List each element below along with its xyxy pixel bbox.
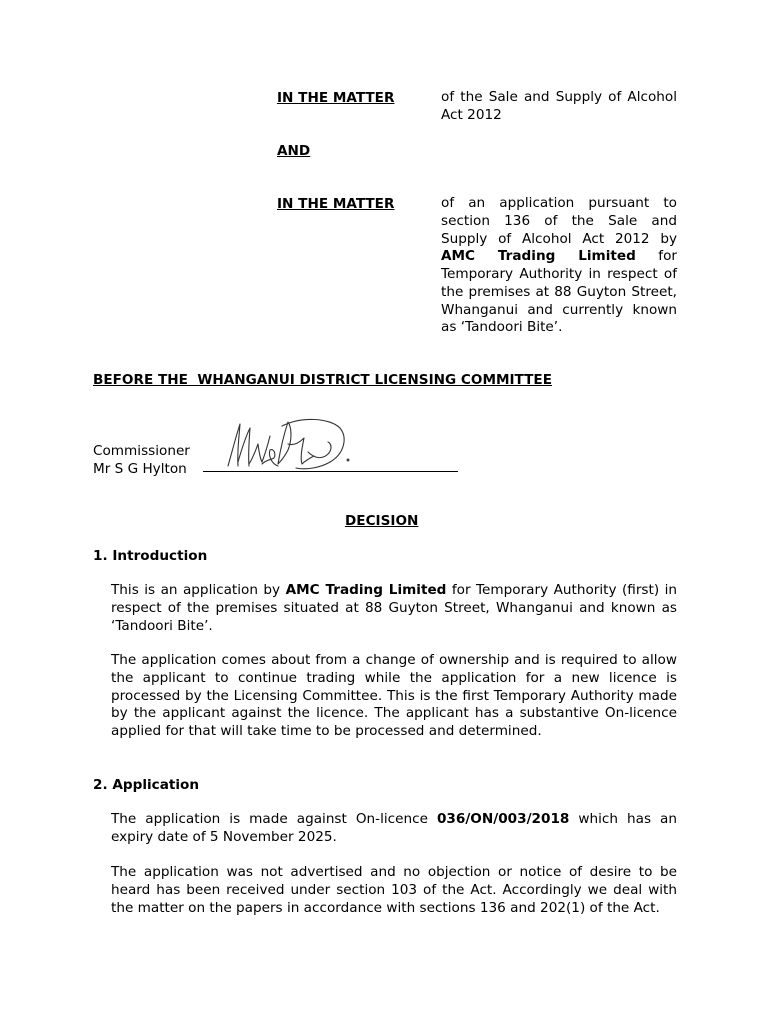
matter2-label: IN THE MATTER xyxy=(277,196,395,212)
introduction-paragraph-1 xyxy=(111,582,677,635)
application-paragraph-2: The application was not advertised and no objection or notice of desire to be heard has been received under section 103 of the Act. Accordingly we deal with the matter on the papers in accordance with sections 136 and 202(1) of the Act. xyxy=(111,864,677,916)
matter1-text: of the Sale and Supply of Alcohol Act 2012 xyxy=(441,89,677,123)
introduction-paragraph-2: The application comes about from a change of ownership and is required to allow the applicant to continue trading while the application for a new licence is processed by the Licensing Committee. This is the first Temporary Authority made by the applicant against the licence. The applicant has a substantive On-licence applied for that will take time to be processed and determined. xyxy=(111,652,677,740)
application-p1-part1: The application is made against On-licence xyxy=(111,811,437,827)
introduction-heading: 1. Introduction xyxy=(93,548,208,564)
commissioner-name: Mr S G Hylton xyxy=(93,461,187,477)
signature-line xyxy=(203,471,458,472)
matter2-applicant-name: AMC Trading Limited xyxy=(441,248,636,265)
application-p1-part2: which has an expiry date of 5 November 2025. xyxy=(111,811,677,845)
matter1-label: IN THE MATTER xyxy=(277,90,395,106)
introduction-applicant-name: AMC Trading Limited xyxy=(285,582,447,598)
and-label: AND xyxy=(277,143,311,159)
decision-title: DECISION xyxy=(345,513,419,529)
matter2-text-part1: of an application pursuant to section 136 of the Sale and Supply of Alcohol Act 2012 by xyxy=(441,195,677,247)
signature-image xyxy=(222,414,357,474)
introduction-p1-part2: for Temporary Authority (first) in respect of the premises situated at 88 Guyton Street, Whanganui and known as ‘Tandoori Bite’. xyxy=(111,582,677,634)
before-committee-heading: BEFORE THE WHANGANUI DISTRICT LICENSING COMMITTEE xyxy=(93,372,552,388)
introduction-p1-part1: This is an application by xyxy=(111,582,286,598)
licence-number: 036/ON/003/2018 xyxy=(436,811,570,827)
commissioner-title: Commissioner xyxy=(93,443,190,459)
matter2-text-part2: for Temporary Authority in respect of the premises at 88 Guyton Street, Whanganui and currently known as ‘Tandoori Bite’. xyxy=(441,248,678,336)
application-heading: 2. Application xyxy=(93,777,200,793)
application-paragraph-1 xyxy=(111,811,677,847)
matter2-text xyxy=(441,195,677,337)
